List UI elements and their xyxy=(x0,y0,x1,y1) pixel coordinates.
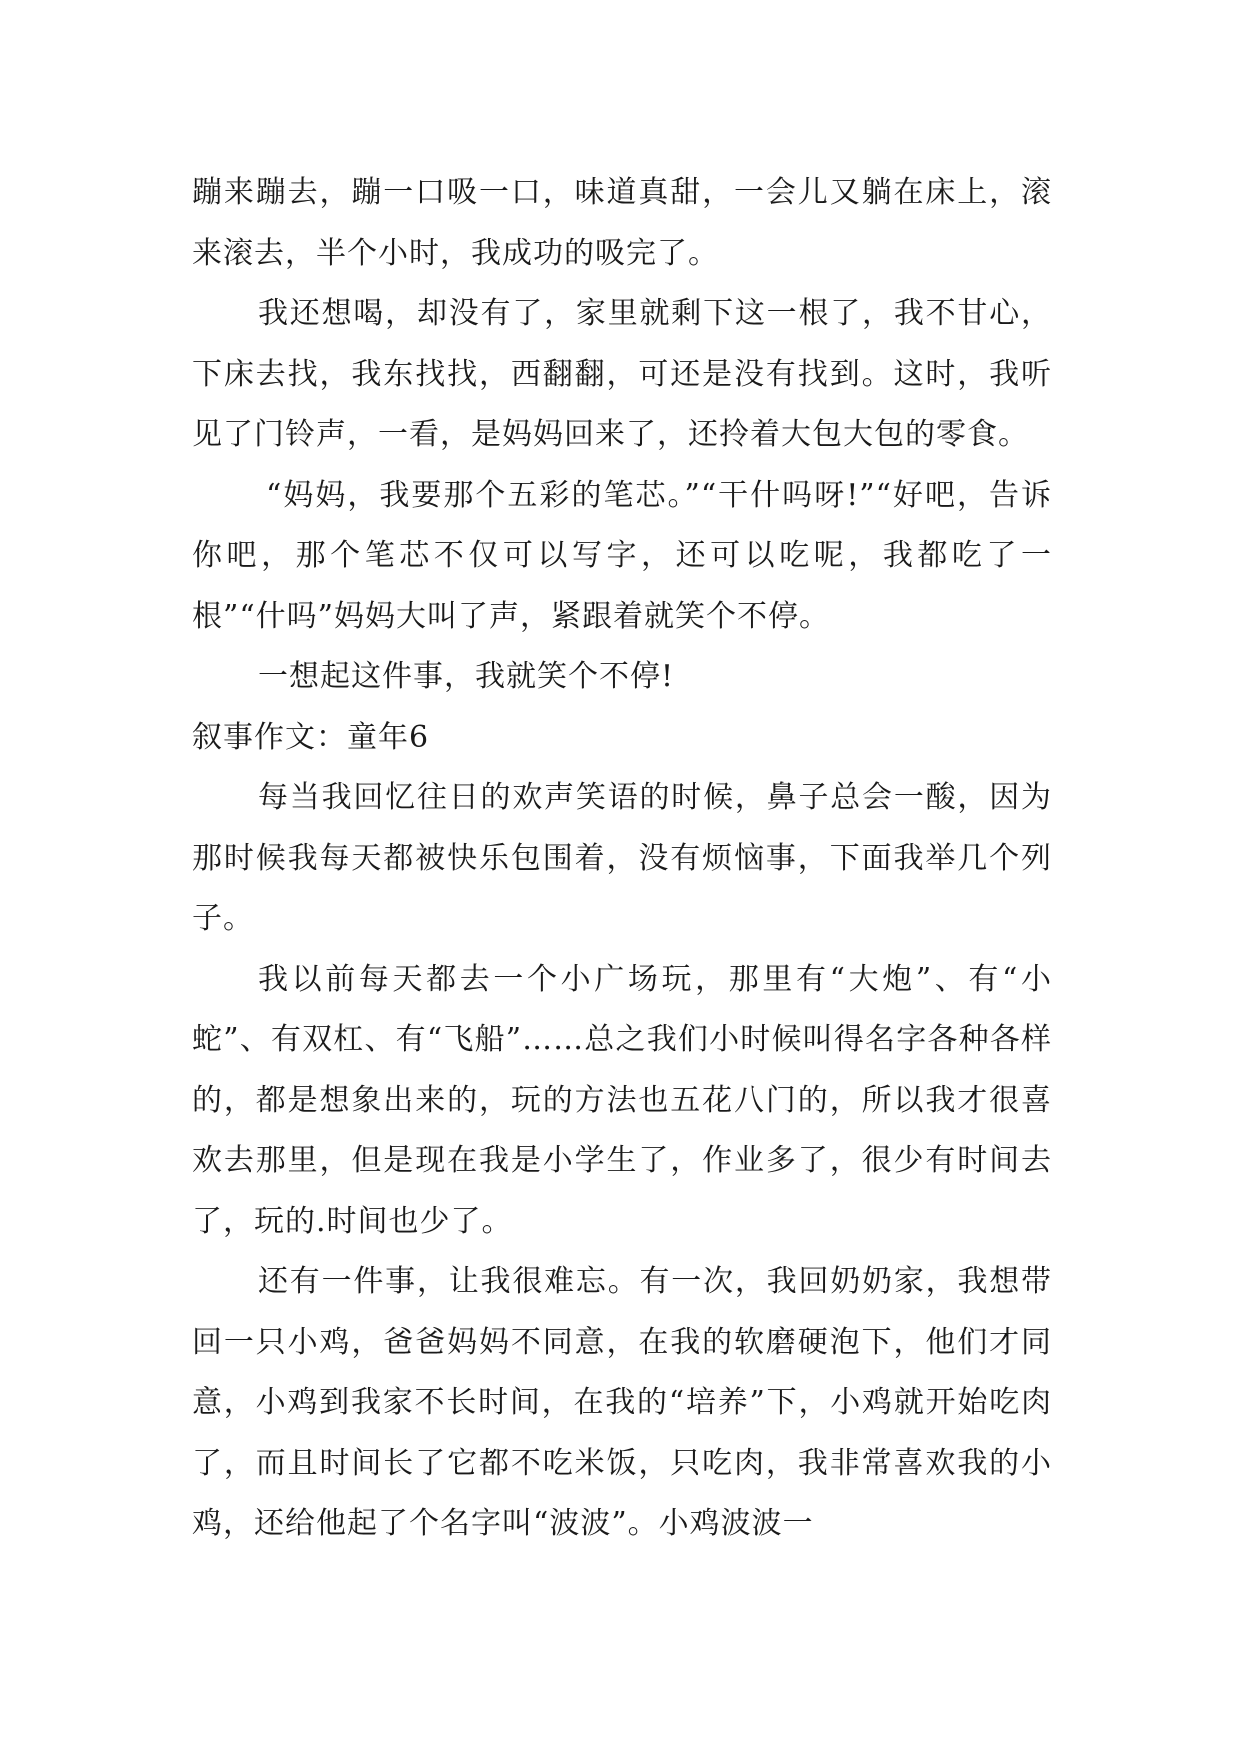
paragraph: 我以前每天都去一个小广场玩，那里有“大炮”、有“小蛇”、有双杠、有“飞船”……总之我们小时候叫得名字各种各样的，都是想象出来的，玩的方法也五花八门的，所以我才很喜欢去那里，但是现在我是小学生了，作业多了，很少有时间去了，玩的.时间也少了。 xyxy=(192,961,1052,1239)
paragraph-continuation: 蹦来蹦去，蹦一口吸一口，味道真甜，一会儿又躺在床上，滚来滚去，半个小时，我成功的吸完了。 xyxy=(192,175,1052,271)
document-body xyxy=(192,163,1052,1555)
paragraph: 我还想喝，却没有了，家里就剩下这一根了，我不甘心，下床去找，我东找找，西翻翻，可还是没有找到。这时，我听见了门铃声，一看，是妈妈回来了，还拎着大包大包的零食。 xyxy=(192,296,1052,452)
essay-heading: 叙事作文：童年6 xyxy=(192,719,430,755)
paragraph: 每当我回忆往日的欢声笑语的时候，鼻子总会一酸，因为那时候我每天都被快乐包围着，没有烦恼事，下面我举几个列子。 xyxy=(192,780,1052,936)
paragraph: 还有一件事，让我很难忘。有一次，我回奶奶家，我想带回一只小鸡，爸爸妈妈不同意，在我的软磨硬泡下，他们才同意，小鸡到我家不长时间，在我的“培养”下，小鸡就开始吃肉了，而且时间长了它都不吃米饭，只吃肉，我非常喜欢我的小鸡，还给他起了个名字叫“波波”。小鸡波波一 xyxy=(192,1264,1052,1541)
paragraph: 一想起这件事，我就笑个不停! xyxy=(258,659,675,694)
paragraph-dialogue: “妈妈，我要那个五彩的笔芯。”“干什吗呀!”“好吧，告诉你吧，那个笔芯不仅可以写字，还可以吃呢，我都吃了一根”“什吗”妈妈大叫了声，紧跟着就笑个不停。 xyxy=(192,477,1052,634)
